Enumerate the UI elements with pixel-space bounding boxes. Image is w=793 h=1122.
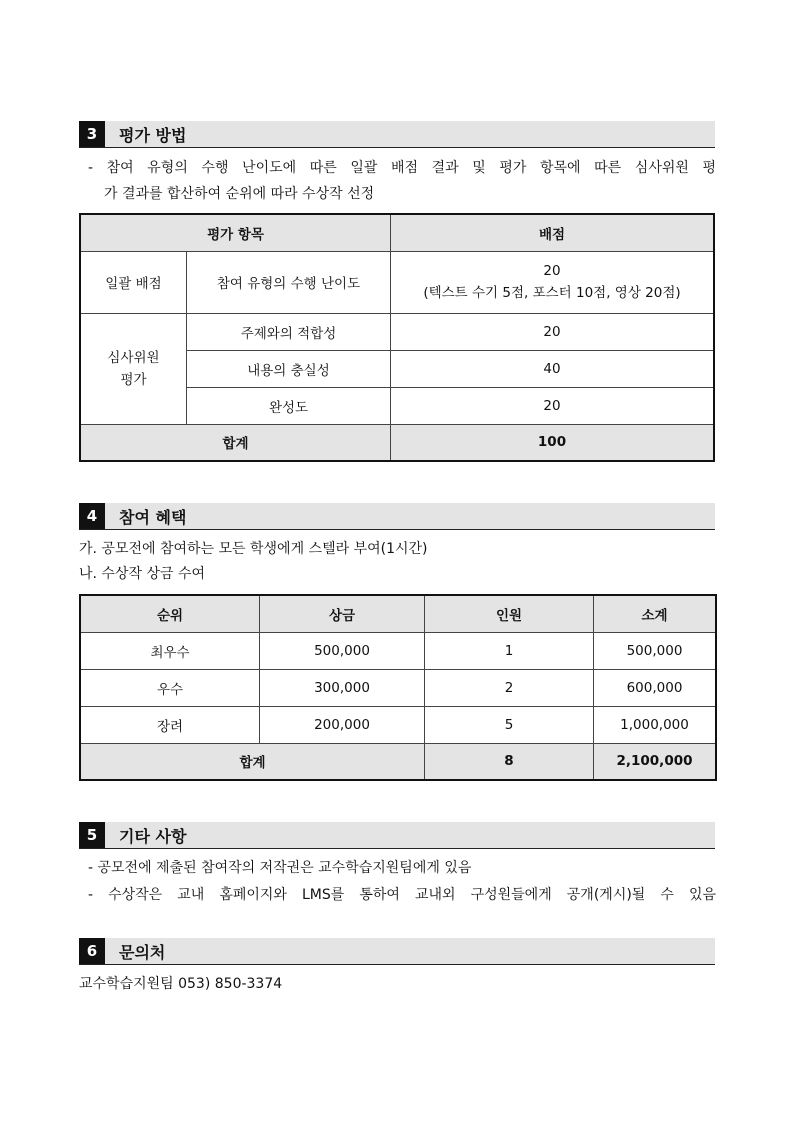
prize-header-amount: 상금 <box>260 595 425 632</box>
prize-rank: 우수 <box>80 669 260 706</box>
eval-score-difficulty-value: 20 <box>543 263 561 279</box>
section-3-number: 3 <box>79 121 105 147</box>
prize-total-count: 8 <box>425 743 594 780</box>
section-3-desc-line2: 가 결과를 합산하여 순위에 따라 수상작 선정 <box>104 186 375 202</box>
section-4-line-a: 가. 공모전에 참여하는 모든 학생에게 스텔라 부여(1시간) <box>79 541 428 557</box>
prize-header-rank: 순위 <box>80 595 260 632</box>
eval-header-item: 평가 항목 <box>80 214 391 251</box>
prize-count: 1 <box>425 632 594 669</box>
prize-amount: 300,000 <box>260 669 425 706</box>
table-row <box>80 706 716 743</box>
eval-score-difficulty-detail: (텍스트 수기 5점, 포스터 10점, 영상 20점) <box>423 285 681 301</box>
prize-table <box>79 594 717 781</box>
section-5-header <box>79 822 715 849</box>
prize-total-sum: 2,100,000 <box>594 743 717 780</box>
prize-rank: 장려 <box>80 706 260 743</box>
section-5-number: 5 <box>79 822 105 848</box>
eval-score-content: 40 <box>391 350 715 387</box>
section-3-desc-line1: - 참여 유형의 수행 난이도에 따른 일괄 배점 결과 및 평가 항목에 따른 심사위원 평 <box>88 160 716 176</box>
section-4-title: 참여 혜택 <box>119 507 187 527</box>
evaluation-table <box>79 213 715 462</box>
section-4-line-b: 나. 수상작 상금 수여 <box>79 566 205 582</box>
table-row <box>80 632 716 669</box>
eval-item-content: 내용의 충실성 <box>187 350 391 387</box>
eval-header-score: 배점 <box>391 214 715 251</box>
section-5-line-b: - 수상작은 교내 홈페이지와 LMS를 통하여 교내외 구성원들에게 공개(게시)될 수 있음 <box>88 887 716 903</box>
prize-count: 2 <box>425 669 594 706</box>
eval-group-judges-line1: 심사위원 <box>107 349 160 366</box>
prize-total-label: 합계 <box>80 743 425 780</box>
eval-item-difficulty: 참여 유형의 수행 난이도 <box>187 251 391 313</box>
section-5-line-a: - 공모전에 제출된 참여작의 저작권은 교수학습지원팀에게 있음 <box>88 860 472 876</box>
eval-total-score: 100 <box>391 424 715 461</box>
eval-group-batch: 일괄 배점 <box>80 251 187 313</box>
eval-group-judges <box>80 313 187 424</box>
eval-item-relevance: 주제와의 적합성 <box>187 313 391 350</box>
section-4-header <box>79 503 715 530</box>
prize-subtotal: 500,000 <box>594 632 717 669</box>
section-3-header <box>79 121 715 148</box>
eval-item-completeness: 완성도 <box>187 387 391 424</box>
contact-info: 교수학습지원팀 053) 850-3374 <box>79 976 283 992</box>
eval-score-relevance: 20 <box>391 313 715 350</box>
prize-header-count: 인원 <box>425 595 594 632</box>
prize-header-subtotal: 소계 <box>594 595 717 632</box>
section-3-title: 평가 방법 <box>119 125 187 145</box>
eval-score-completeness: 20 <box>391 387 715 424</box>
table-row <box>80 669 716 706</box>
prize-subtotal: 1,000,000 <box>594 706 717 743</box>
section-6-number: 6 <box>79 938 105 964</box>
section-4-number: 4 <box>79 503 105 529</box>
prize-rank: 최우수 <box>80 632 260 669</box>
section-5-title: 기타 사항 <box>119 826 187 846</box>
eval-total-label: 합계 <box>80 424 391 461</box>
eval-score-difficulty <box>391 251 715 313</box>
section-6-title: 문의처 <box>119 942 166 962</box>
prize-count: 5 <box>425 706 594 743</box>
prize-amount: 200,000 <box>260 706 425 743</box>
eval-group-judges-line2: 평가 <box>120 371 147 388</box>
prize-subtotal: 600,000 <box>594 669 717 706</box>
section-6-header <box>79 938 715 965</box>
prize-amount: 500,000 <box>260 632 425 669</box>
